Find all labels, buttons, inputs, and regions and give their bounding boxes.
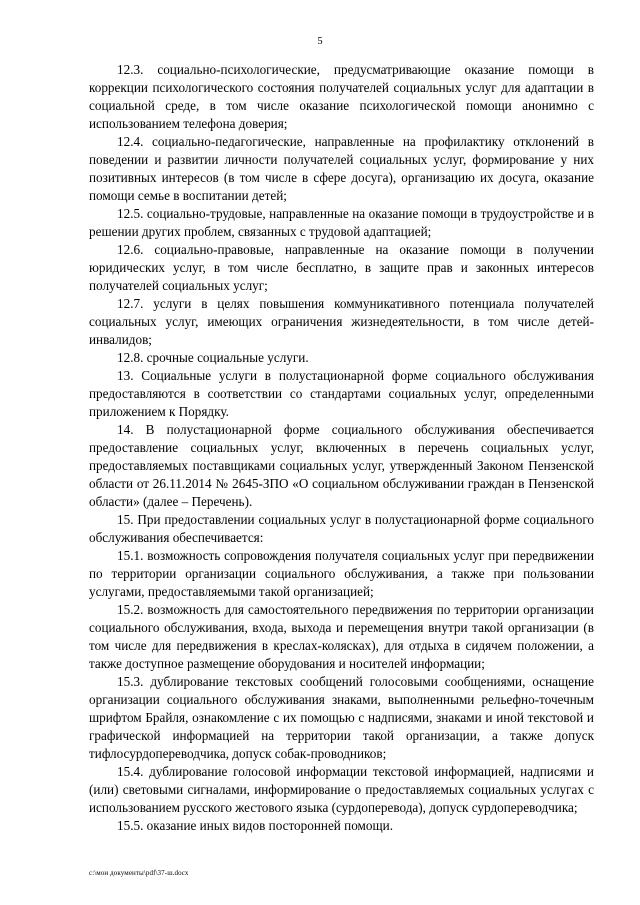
paragraph-15-5: 15.5. оказание иных видов посторонней помощи.: [117, 818, 394, 833]
paragraph-12-3: 12.3. социально-психологические, предусматривающие оказание помощи в коррекции психологического состояния получателей социальных услуг для адаптации в социальной среде, в том числе оказание психологической помощи анонимно с использованием телефона доверия;: [89, 62, 594, 131]
paragraph-12-7: 12.7. услуги в целях повышения коммуникативного потенциала получателей социальных услуг, имеющих ограничения жизнедеятельности, в том числе детей-инвалидов;: [89, 296, 594, 347]
paragraph-14: 14. В полустационарной форме социального обслуживания обеспечивается предоставление социальных услуг, включенных в перечень социальных услуг, предоставляемых поставщиками социальных услуг, утвержденный Законом Пензенской области от 26.11.2014 № 2645-ЗПО «О социальном обслуживании граждан в Пензенской области» (далее – Перечень).: [89, 422, 594, 509]
paragraph-12-6: 12.6. социально-правовые, направленные на оказание помощи в получении юридических услуг, в том числе бесплатно, в защите прав и законных интересов получателей социальных услуг;: [89, 242, 594, 293]
paragraph-13: 13. Социальные услуги в полустационарной форме социального обслуживания предоставляются в соответствии со стандартами социальных услуг, определенными приложением к Порядку.: [89, 368, 594, 419]
paragraph-12-8: 12.8. срочные социальные услуги.: [117, 350, 309, 365]
footer-file-path: c:\мои документы\pdf\37-ш.docx: [89, 869, 189, 877]
document-body: [89, 61, 594, 835]
paragraph-15: 15. При предоставлении социальных услуг в полустационарной форме социального обслуживания обеспечивается:: [89, 512, 594, 545]
paragraph-15-2: 15.2. возможность для самостоятельного передвижения по территории организации социального обслуживания, входа, выхода и перемещения внутри такой организации (в том числе для передвижения в креслах-колясках), для отдыха в сидячем положении, а также доступное размещение оборудования и носителей информации;: [89, 602, 594, 671]
paragraph-15-3: 15.3. дублирование текстовых сообщений голосовыми сообщениями, оснащение организации социального обслуживания знаками, выполненными рельефно-точечным шрифтом Брайля, ознакомление с их помощью с надписями, знаками и иной текстовой и графической информацией на территории такой организации, а также допуск тифлосурдопереводчика, допуск собак-проводников;: [89, 674, 594, 761]
paragraph-15-1: 15.1. возможность сопровождения получателя социальных услуг при передвижении по территории организации социального обслуживания, а также при пользовании услугами, предоставляемыми такой организацией;: [89, 548, 594, 599]
page-number: 5: [317, 36, 323, 47]
paragraph-12-5: 12.5. социально-трудовые, направленные на оказание помощи в трудоустройстве и в решении других проблем, связанных с трудовой адаптацией;: [89, 206, 594, 239]
paragraph-12-4: 12.4. социально-педагогические, направленные на профилактику отклонений в поведении и развитии личности получателей социальных услуг, формирование у них позитивных интересов (в том числе в сфере досуга), организацию их досуга, оказание помощи семье в воспитании детей;: [89, 134, 594, 203]
paragraph-15-4: 15.4. дублирование голосовой информации текстовой информацией, надписями и (или) световыми сигналами, информирование о предоставляемых социальных услугах с использованием русского жестового языка (сурдоперевода), допуск сурдопереводчика;: [89, 764, 594, 815]
